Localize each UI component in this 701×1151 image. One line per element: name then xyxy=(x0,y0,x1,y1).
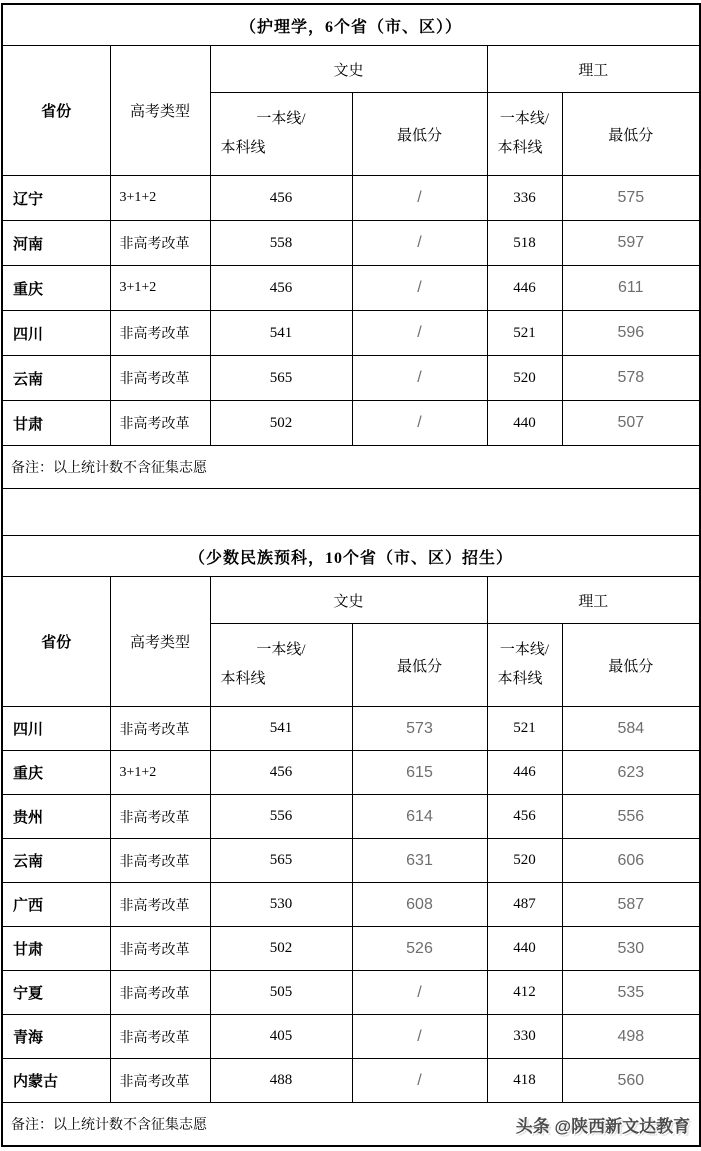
wenshi-min-cell: / xyxy=(352,1059,487,1103)
province-cell: 广西 xyxy=(2,883,110,927)
table-row xyxy=(2,221,700,266)
table-row xyxy=(2,176,700,221)
exam-type-cell: 非高考改革 xyxy=(110,795,210,839)
exam-type-cell: 非高考改革 xyxy=(110,971,210,1015)
table1-footer-section xyxy=(2,446,700,536)
province-cell: 四川 xyxy=(2,707,110,751)
watermark-text: 头条 @陕西新文达教育 xyxy=(515,1116,691,1136)
ligong-min-cell: 507 xyxy=(562,401,700,446)
ligong-min-cell: 623 xyxy=(562,751,700,795)
exam-type-cell: 非高考改革 xyxy=(110,883,210,927)
ligong-line-cell: 521 xyxy=(487,311,562,356)
col-header-exam-type: 高考类型 xyxy=(110,46,210,176)
province-cell: 河南 xyxy=(2,221,110,266)
exam-type-cell: 非高考改革 xyxy=(110,839,210,883)
spacer-row xyxy=(2,489,700,536)
group-header-ligong: 理工 xyxy=(487,577,700,624)
ligong-min-cell: 596 xyxy=(562,311,700,356)
wenshi-line-cell: 558 xyxy=(210,221,352,266)
line-label-line2: 本科线 xyxy=(497,671,543,687)
wenshi-min-cell: / xyxy=(352,971,487,1015)
ligong-min-cell: 578 xyxy=(562,356,700,401)
ligong-line-cell: 456 xyxy=(487,795,562,839)
wenshi-line-cell: 456 xyxy=(210,176,352,221)
ligong-line-cell: 440 xyxy=(487,927,562,971)
wenshi-line-cell: 456 xyxy=(210,751,352,795)
province-cell: 辽宁 xyxy=(2,176,110,221)
col-header-ligong-line xyxy=(487,624,562,707)
exam-type-cell: 3+1+2 xyxy=(110,266,210,311)
ligong-min-cell: 611 xyxy=(562,266,700,311)
wenshi-min-cell: 526 xyxy=(352,927,487,971)
wenshi-min-cell: / xyxy=(352,266,487,311)
province-cell: 青海 xyxy=(2,1015,110,1059)
ligong-min-cell: 498 xyxy=(562,1015,700,1059)
table2-note-line xyxy=(11,1112,698,1137)
col-header-ligong-line xyxy=(487,93,562,176)
wenshi-min-cell: 615 xyxy=(352,751,487,795)
wenshi-min-cell: / xyxy=(352,401,487,446)
wenshi-line-cell: 456 xyxy=(210,266,352,311)
wenshi-min-cell: / xyxy=(352,1015,487,1059)
group-header-wenshi: 文史 xyxy=(210,577,487,624)
exam-type-cell: 非高考改革 xyxy=(110,1059,210,1103)
ligong-min-cell: 556 xyxy=(562,795,700,839)
exam-type-cell: 非高考改革 xyxy=(110,221,210,266)
col-header-wenshi-min: 最低分 xyxy=(352,624,487,707)
ligong-line-cell: 487 xyxy=(487,883,562,927)
exam-type-cell: 非高考改革 xyxy=(110,927,210,971)
wenshi-min-cell: / xyxy=(352,311,487,356)
ligong-min-cell: 575 xyxy=(562,176,700,221)
wenshi-line-cell: 505 xyxy=(210,971,352,1015)
ligong-min-cell: 587 xyxy=(562,883,700,927)
ligong-min-cell: 597 xyxy=(562,221,700,266)
ligong-line-cell: 518 xyxy=(487,221,562,266)
table1-title-row xyxy=(2,4,700,46)
ligong-min-cell: 606 xyxy=(562,839,700,883)
table-row xyxy=(2,1015,700,1059)
exam-type-cell: 非高考改革 xyxy=(110,311,210,356)
col-header-ligong-min: 最低分 xyxy=(562,624,700,707)
ligong-line-cell: 440 xyxy=(487,401,562,446)
wenshi-line-cell: 565 xyxy=(210,356,352,401)
ligong-line-cell: 412 xyxy=(487,971,562,1015)
wenshi-min-cell: 573 xyxy=(352,707,487,751)
exam-type-cell: 3+1+2 xyxy=(110,176,210,221)
province-cell: 内蒙古 xyxy=(2,1059,110,1103)
col-header-wenshi-line xyxy=(210,93,352,176)
ligong-line-cell: 520 xyxy=(487,356,562,401)
line-label-line1: 一本线/ xyxy=(256,642,306,658)
ligong-line-cell: 418 xyxy=(487,1059,562,1103)
table-row xyxy=(2,707,700,751)
wenshi-line-cell: 541 xyxy=(210,707,352,751)
province-cell: 重庆 xyxy=(2,266,110,311)
table-row xyxy=(2,266,700,311)
col-header-province: 省份 xyxy=(2,46,110,176)
table-row xyxy=(2,971,700,1015)
table-row xyxy=(2,795,700,839)
line-label-line1: 一本线/ xyxy=(499,642,550,658)
province-cell: 云南 xyxy=(2,839,110,883)
wenshi-min-cell: 614 xyxy=(352,795,487,839)
table1-note: 备注：以上统计数不含征集志愿 xyxy=(2,446,700,489)
province-cell: 甘肃 xyxy=(2,927,110,971)
table1-header-section xyxy=(2,4,700,176)
line-label-line2: 本科线 xyxy=(497,140,543,156)
line-label-line2: 本科线 xyxy=(220,140,266,156)
table1-body xyxy=(2,176,700,446)
province-cell: 贵州 xyxy=(2,795,110,839)
exam-type-cell: 3+1+2 xyxy=(110,751,210,795)
group-header-wenshi: 文史 xyxy=(210,46,487,93)
table1-note-row xyxy=(2,446,700,489)
ligong-line-cell: 446 xyxy=(487,266,562,311)
line-label-line1: 一本线/ xyxy=(499,111,550,127)
table1-group-header-row xyxy=(2,46,700,93)
wenshi-line-cell: 530 xyxy=(210,883,352,927)
table1-title: （护理学，6个省（市、区）） xyxy=(2,4,700,46)
table-row xyxy=(2,839,700,883)
col-header-province: 省份 xyxy=(2,577,110,707)
col-header-wenshi-line xyxy=(210,624,352,707)
exam-type-cell: 非高考改革 xyxy=(110,356,210,401)
table2-title: （少数民族预科，10个省（市、区）招生） xyxy=(2,536,700,577)
col-header-exam-type: 高考类型 xyxy=(110,577,210,707)
ligong-line-cell: 520 xyxy=(487,839,562,883)
ligong-line-cell: 521 xyxy=(487,707,562,751)
ligong-min-cell: 560 xyxy=(562,1059,700,1103)
province-cell: 宁夏 xyxy=(2,971,110,1015)
wenshi-min-cell: / xyxy=(352,176,487,221)
province-cell: 四川 xyxy=(2,311,110,356)
province-cell: 云南 xyxy=(2,356,110,401)
table2-note-row xyxy=(2,1103,700,1147)
ligong-min-cell: 584 xyxy=(562,707,700,751)
table2-note: 备注：以上统计数不含征集志愿 xyxy=(11,1118,207,1133)
table2-body xyxy=(2,707,700,1103)
table2-header-section xyxy=(2,536,700,707)
table-row xyxy=(2,751,700,795)
wenshi-line-cell: 565 xyxy=(210,839,352,883)
col-header-ligong-min: 最低分 xyxy=(562,93,700,176)
wenshi-line-cell: 502 xyxy=(210,927,352,971)
wenshi-line-cell: 405 xyxy=(210,1015,352,1059)
table2-group-header-row xyxy=(2,577,700,624)
ligong-line-cell: 446 xyxy=(487,751,562,795)
wenshi-min-cell: 608 xyxy=(352,883,487,927)
wenshi-line-cell: 541 xyxy=(210,311,352,356)
table-row xyxy=(2,356,700,401)
spacer-cell xyxy=(2,489,700,536)
table-row xyxy=(2,927,700,971)
admission-scores-table xyxy=(1,3,701,1147)
table2-footer-section xyxy=(2,1103,700,1147)
wenshi-min-cell: / xyxy=(352,221,487,266)
wenshi-min-cell: / xyxy=(352,356,487,401)
line-label-line2: 本科线 xyxy=(220,671,266,687)
table-row xyxy=(2,1059,700,1103)
table2-title-row xyxy=(2,536,700,577)
exam-type-cell: 非高考改革 xyxy=(110,707,210,751)
col-header-wenshi-min: 最低分 xyxy=(352,93,487,176)
ligong-line-cell: 330 xyxy=(487,1015,562,1059)
ligong-min-cell: 530 xyxy=(562,927,700,971)
province-cell: 重庆 xyxy=(2,751,110,795)
ligong-min-cell: 535 xyxy=(562,971,700,1015)
province-cell: 甘肃 xyxy=(2,401,110,446)
line-label-line1: 一本线/ xyxy=(256,111,306,127)
wenshi-line-cell: 488 xyxy=(210,1059,352,1103)
table-row xyxy=(2,311,700,356)
wenshi-line-cell: 556 xyxy=(210,795,352,839)
ligong-line-cell: 336 xyxy=(487,176,562,221)
wenshi-line-cell: 502 xyxy=(210,401,352,446)
exam-type-cell: 非高考改革 xyxy=(110,401,210,446)
group-header-ligong: 理工 xyxy=(487,46,700,93)
table-row xyxy=(2,883,700,927)
exam-type-cell: 非高考改革 xyxy=(110,1015,210,1059)
wenshi-min-cell: 631 xyxy=(352,839,487,883)
table-row xyxy=(2,401,700,446)
